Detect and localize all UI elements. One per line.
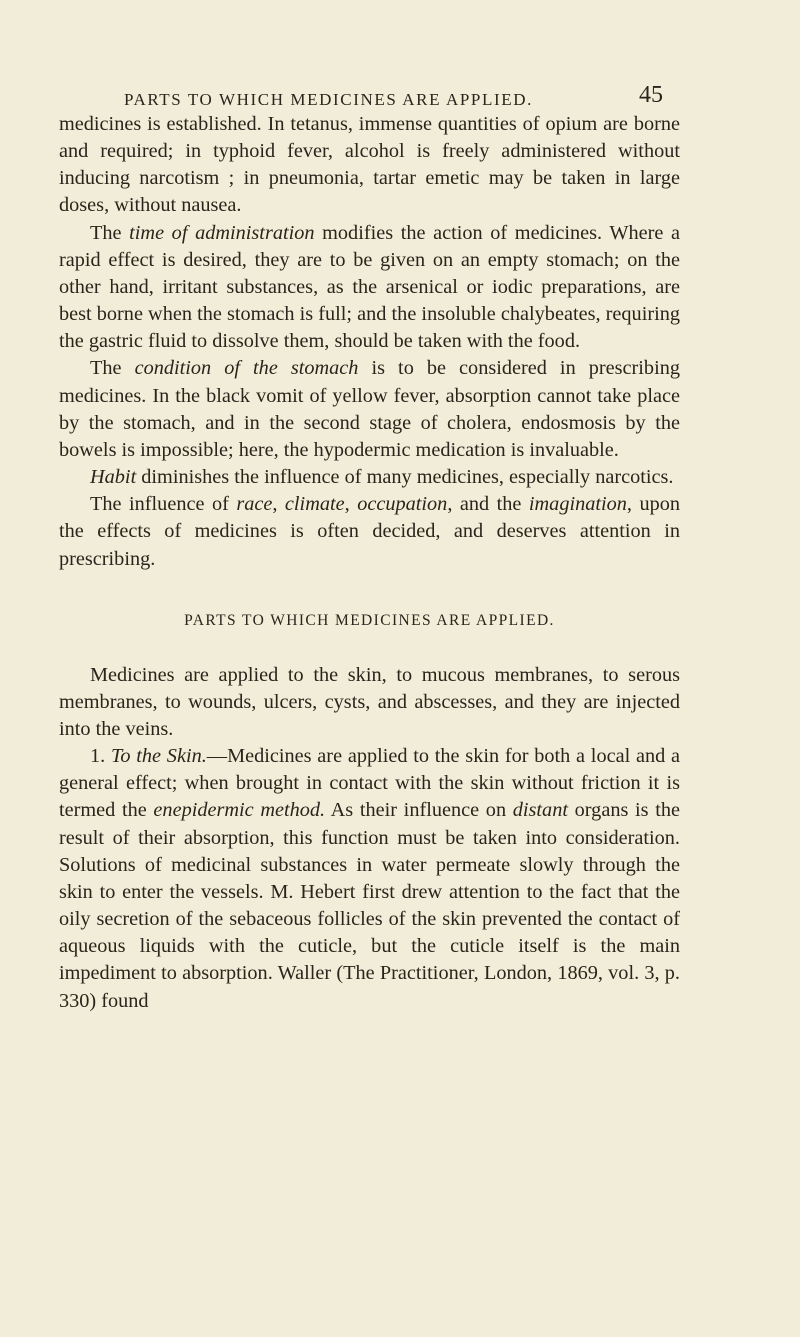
body-text (59, 111, 680, 1015)
emphasis-imagination: imagination (528, 493, 627, 516)
paragraph-race-climate: The influence of race, climate, occupation, and the imagination, upon the effects of medicines is often decided, and deserves attention in prescribing. (59, 493, 681, 570)
paragraph-tolerance: medicines is established. In tetanus, immense quantities of opium are borne and required; in typhoid fever, alcohol is freely administered without inducing narcotism ; in pneumonia, tartar emetic may be taken in large doses, without nausea. (59, 113, 680, 217)
section-heading: PARTS TO WHICH MEDICINES ARE APPLIED. (184, 611, 555, 629)
paragraph-condition-of-stomach: The condition of the stomach is to be considered in prescribing medicines. In the black vomit of yellow fever, absorption cannot take place by the stomach, and in the second stage of cholera, endosmosis by the bowels is impossible; here, the hypodermic medication is invaluable. (59, 357, 680, 461)
emphasis-climate: climate (284, 493, 345, 516)
running-title: PARTS TO WHICH MEDICINES ARE APPLIED. (124, 90, 533, 109)
emphasis-occupation: occupation (357, 493, 448, 516)
emphasis-to-the-skin: To the Skin. (110, 745, 207, 768)
paragraph-to-the-skin: 1. To the Skin.—Medicines are applied to the skin for both a local and a general effect; when brought in contact with the skin without friction it is termed the enepidermic method. As their influence on distant organs is the result of their absorption, this function must be taken into consideration. Solutions of medicinal substances in water permeate slowly through the skin to enter the vessels. M. Hebert first drew attention to the fact that the oily secretion of the sebaceous follicles of the skin prevented the contact of aqueous liquids with the cuticle, but the cuticle itself is the main impediment to absorption. Waller (The Practitioner, London, 1869, vol. 3, p. 330) found (59, 745, 681, 1012)
emphasis-race: race (236, 493, 273, 516)
emphasis-habit: Habit (90, 466, 137, 489)
paragraph-habit: Habit diminishes the influence of many medicines, especially narcotics. (90, 466, 674, 489)
emphasis-time-of-administration: time of administration (129, 221, 315, 244)
paragraph-application-sites: Medicines are applied to the skin, to mucous membranes, to serous membranes, to wounds, ulcers, cysts, and abscesses, and they are injected into the veins. (59, 663, 680, 740)
emphasis-distant: distant (512, 799, 568, 822)
paragraph-time-of-administration: The time of administration modifies the action of medicines. Where a rapid effect is desired, they are to be given on an empty stomach; on the other hand, irritant substances, as the arsenical or iodic preparations, are best borne when the stomach is full; and the insoluble chalybeates, requiring the gastric fluid to dissolve them, should be taken with the food. (59, 221, 680, 353)
page-number: 45 (639, 82, 663, 108)
emphasis-condition-of-stomach: condition of the stomach (134, 357, 359, 380)
emphasis-enepidermic-method: enepidermic method. (153, 799, 326, 822)
